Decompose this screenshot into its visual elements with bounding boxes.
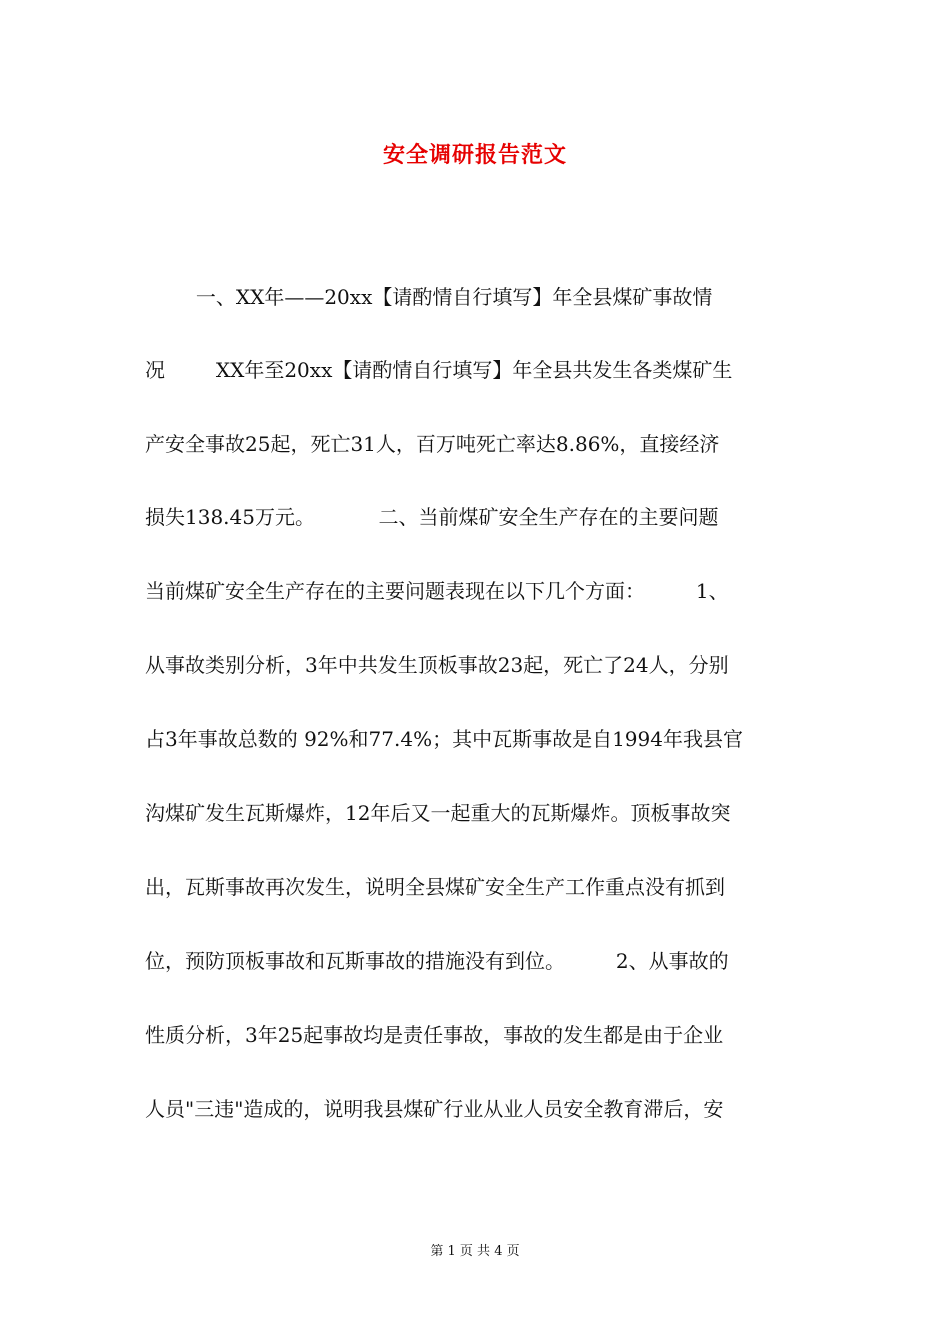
body-line: 当前煤矿安全生产存在的主要问题表现在以下几个方面： 1、 [145,579,729,603]
body-line: 人员"三违"造成的，说明我县煤矿行业从业人员安全教育滞后，安 [145,1097,724,1121]
body-line: 从事故类别分析，3年中共发生顶板事故23起，死亡了24人，分别 [145,653,729,677]
page-footer: 第 1 页 共 4 页 [430,1244,520,1259]
body-line: 位，预防顶板事故和瓦斯事故的措施没有到位。 2、从事故的 [145,949,729,973]
body-line: 占3年事故总数的 92%和77.4%；其中瓦斯事故是自1994年我县官 [145,727,743,751]
body-line: 损失138.45万元。 二、当前煤矿安全生产存在的主要问题 [145,505,719,529]
body-line: 沟煤矿发生瓦斯爆炸，12年后又一起重大的瓦斯爆炸。顶板事故突 [145,801,731,825]
body-line: 性质分析，3年25起事故均是责任事故，事故的发生都是由于企业 [145,1023,724,1047]
body-line: 产安全事故25起，死亡31人，百万吨死亡率达8.86%，直接经济 [145,432,720,456]
document-title: 安全调研报告范文 [382,142,567,168]
body-line: 一、XX年——20xx【请酌情自行填写】年全县煤矿事故情 [145,285,713,309]
body-line: 出，瓦斯事故再次发生，说明全县煤矿安全生产工作重点没有抓到 [145,875,725,899]
body-line: 况 XX年至20xx【请酌情自行填写】年全县共发生各类煤矿生 [145,358,733,382]
